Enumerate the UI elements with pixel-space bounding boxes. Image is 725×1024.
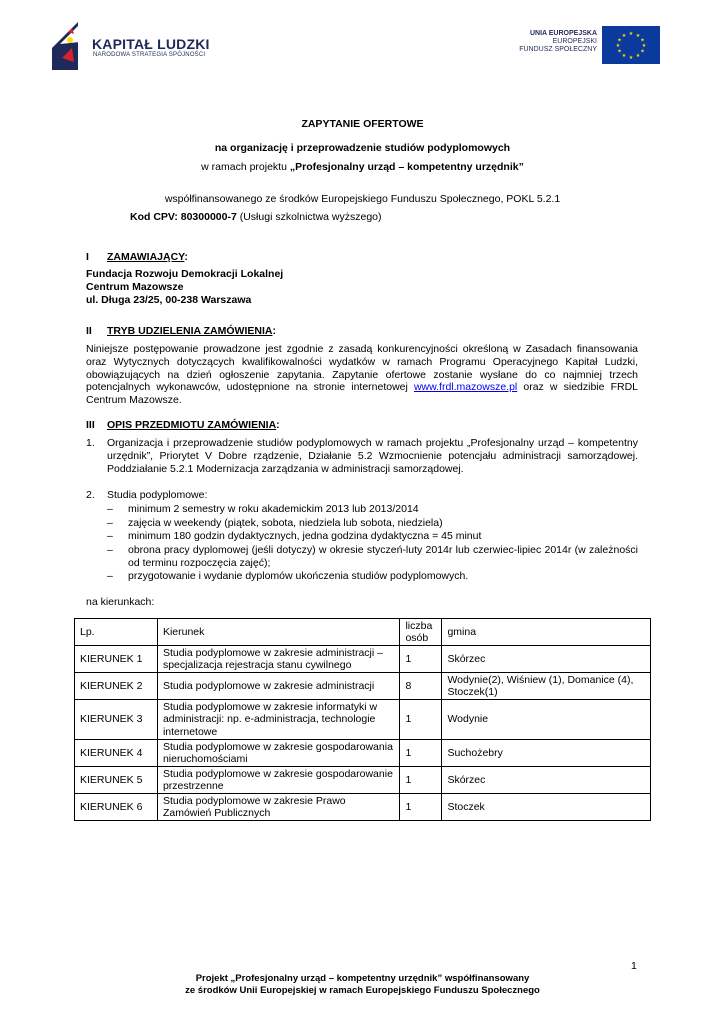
svg-text:★: ★ [621,33,627,39]
bullet-dash: – [107,503,113,515]
footer-line-1: Projekt „Profesjonalny urząd – kompetentny urzędnik” współfinansowany [195,973,530,984]
cell-kierunek: Studia podyplomowe w zakresie gospodarowanie przestrzenne [157,766,400,793]
cell-lp: KIERUNEK 1 [75,646,158,673]
header-gmina: gmina [442,619,651,646]
section-1-colon: : [184,251,188,263]
kl-logo-subtitle: NARODOWA STRATEGIA SPÓJNOŚCI [93,52,206,58]
cell-gmina: Skórzec [442,766,651,793]
frdl-website-link[interactable]: www.frdl.mazowsze.pl [413,381,518,394]
svg-text:★: ★ [628,55,634,61]
table-header-row [75,619,651,646]
cell-lp: KIERUNEK 5 [75,766,158,793]
table-row [75,739,651,766]
cpv-desc: (Usługi szkolnictwa wyższego) [236,211,382,223]
bullet-item: przygotowanie i wydanie dyplomów ukończenia studiów podyplomowych. [128,570,469,582]
orderer-address: ul. Długa 23/25, 00-238 Warszawa [86,294,252,306]
eu-logo-text [519,30,597,54]
section-1-number: I [86,251,89,263]
svg-text:★: ★ [635,53,641,59]
table-row [75,766,651,793]
item-1-text: Organizacja i przeprowadzenie studiów podyplomowych w ramach projektu „Profesjonalny urząd – kompetentny urzędnik”, Priorytet V Dobre rządzenie, Działanie 5.2 Wzmocnienie potencjału administracji samorządowej. Poddziałanie 5.2.1 Modernizacja zarządzania w administracji samorządowej. [107,437,638,475]
cell-lp: KIERUNEK 4 [75,739,158,766]
bullet-item: zajęcia w weekendy (piątek, sobota, niedziela lub sobota, niedziela) [128,517,443,529]
cell-lp: KIERUNEK 6 [75,793,158,820]
bullet-dash: – [107,517,113,529]
cell-kierunek: Studia podyplomowe w zakresie Prawo Zamówień Publicznych [157,793,400,820]
bullet-item: minimum 180 godzin dydaktycznych, jedna godzina dydaktyczna = 45 minut [128,530,482,542]
cell-lp: KIERUNEK 2 [75,673,158,700]
table-row [75,646,651,673]
kl-logo-title: KAPITAŁ LUDZKI [92,36,210,52]
cell-gmina: Wodynie(2), Wiśniew (1), Domanice (4), Stoczek(1) [442,673,651,700]
section-2-title: TRYB UDZIELENIA ZAMÓWIENIA [107,325,273,337]
item-2-number: 2. [86,489,95,501]
cell-liczba: 1 [400,646,442,673]
footer-note [0,973,725,997]
cell-lp: KIERUNEK 3 [75,700,158,739]
cell-liczba: 1 [400,793,442,820]
section-3-title: OPIS PRZEDMIOTU ZAMÓWIENIA [107,419,277,431]
table-row [75,673,651,700]
svg-text:★: ★ [641,43,647,49]
svg-text:★: ★ [621,53,627,59]
item-2-text: Studia podyplomowe: [107,489,208,501]
directions-label: na kierunkach: [86,596,155,608]
orderer-name: Fundacja Rozwoju Demokracji Lokalnej [86,268,284,280]
document-subtitle: na organizację i przeprowadzenie studiów podyplomowych [214,142,511,154]
eu-line-1: UNIA EUROPEJSKA [529,30,597,37]
svg-text:★: ★ [617,48,622,55]
orderer-unit: Centrum Mazowsze [86,281,184,293]
cell-gmina: Skórzec [442,646,651,673]
cpv-line [130,211,382,224]
document-title: ZAPYTANIE OFERTOWE [301,118,424,130]
cell-liczba: 1 [400,700,442,739]
section-2-paragraph [86,343,638,407]
footer-line-2: ze środków Unii Europejskiej w ramach Europejskiego Funduszu Społecznego [185,984,540,996]
section-1-title: ZAMAWIAJĄCY [107,251,185,263]
eu-flag-icon [602,26,660,64]
bullet-item: obrona pracy dyplomowej (jeśli dotyczy) w okresie styczeń-luty 2014r lub czerwiec-lipiec 2014r (w zależności od terminu rozpoczęcia zajęć); [128,544,638,569]
cell-kierunek: Studia podyplomowe w zakresie informatyki w administracji: np. e-administracja, technologie internetowe [157,700,400,739]
cofinance-line: współfinansowanego ze środków Europejskiego Funduszu Społecznego, POKL 5.2.1 [164,193,561,205]
cell-liczba: 1 [400,766,442,793]
svg-text:★: ★ [628,31,634,37]
cell-liczba: 1 [400,739,442,766]
cell-gmina: Suchożebry [442,739,651,766]
table-row [75,700,651,739]
project-name: „Profesjonalny urząd – kompetentny urzędnik” [289,161,524,173]
cell-gmina: Wodynie [442,700,651,739]
section-2-colon: : [272,325,276,337]
svg-text:★: ★ [640,37,645,44]
cell-kierunek: Studia podyplomowe w zakresie administracji – specjalizacja rejestracja stanu cywilnego [157,646,400,673]
item-1-number: 1. [86,437,95,449]
project-prefix: w ramach projektu [201,161,290,173]
bullet-dash: – [107,544,113,556]
page-number: 1 [631,960,637,972]
header-lp: Lp. [75,619,158,646]
section-2-number: II [86,325,92,337]
svg-text:★: ★ [617,37,622,44]
section-2-text-end: oraz w siedzibie FRDL Centrum Mazowsze. [86,381,638,407]
project-line [0,161,725,174]
section-1-heading [107,251,188,264]
bullet-item: minimum 2 semestry w roku akademickim 2013 lub 2013/2014 [128,503,419,515]
bullet-dash: – [107,570,113,582]
section-2-text: Niniejsze postępowanie prowadzone jest zgodnie z zasadą konkurencyjności określoną w Zasadach finansowania oraz Wytycznych dotyczących kwalifikowalności wydatków w ramach Programu Operacyjnego Kapitał Ludzki, obowiązujących na dzień ogłoszenie zapytania. Zapytanie ofertowe zostanie wysłane do co najmniej trzech potencjalnych wykonawców, udostępnione na stronie internetowej [86,343,638,394]
section-3-colon: : [276,419,280,431]
section-3-number: III [86,419,95,431]
cpv-label: Kod CPV: 80300000-7 [130,211,237,223]
cell-gmina: Stoczek [442,793,651,820]
header-kierunek: Kierunek [157,619,400,646]
cell-kierunek: Studia podyplomowe w zakresie administracji [157,673,400,700]
section-2-heading [107,325,276,338]
svg-text:★: ★ [635,33,641,39]
eu-line-3: FUNDUSZ SPOŁECZNY [519,46,597,54]
cell-kierunek: Studia podyplomowe w zakresie gospodarowania nieruchomościami [157,739,400,766]
bullet-dash: – [107,530,113,542]
section-3-heading [107,419,280,432]
table-row [75,793,651,820]
svg-text:★: ★ [615,43,621,49]
directions-table [74,618,651,821]
svg-text:★: ★ [640,48,645,55]
eu-line-2: EUROPEJSKI [552,38,597,46]
cell-liczba: 8 [400,673,442,700]
header-liczba-osob: liczba osób [400,619,442,646]
